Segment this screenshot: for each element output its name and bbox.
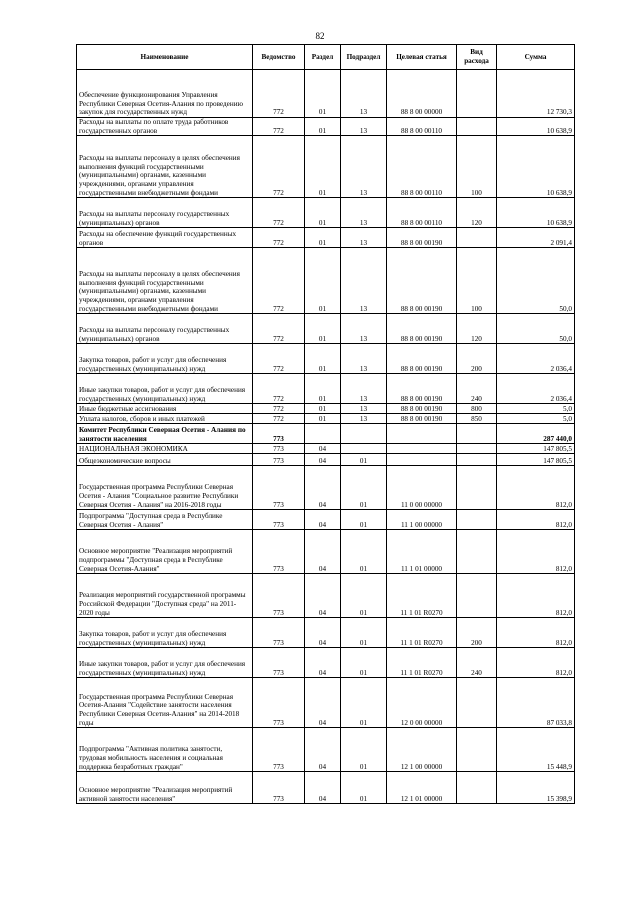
row-sum: 147 805,5 [497, 444, 575, 454]
row-razd: 01 [305, 248, 341, 314]
table-row [77, 618, 575, 648]
row-razd: 04 [305, 530, 341, 574]
row-cs: 88 8 00 00190 [387, 404, 457, 414]
row-cs: 88 8 00 00190 [387, 248, 457, 314]
row-name: Расходы на выплаты персоналу государственных (муниципальных) органов [77, 314, 253, 344]
row-podr: 01 [341, 772, 387, 804]
row-ved: 772 [253, 404, 305, 414]
row-ved: 772 [253, 136, 305, 198]
row-name: Государственная программа Республики Северная Осетия-Алания "Содействие занятости населения Республики Северная Осетия-Алания" на 2014-2018 годы [77, 678, 253, 728]
table-row [77, 198, 575, 228]
row-sum: 5,0 [497, 404, 575, 414]
row-vr [457, 574, 497, 618]
row-name: Расходы на обеспечение функций государственных органов [77, 228, 253, 248]
row-sum: 812,0 [497, 530, 575, 574]
row-ved: 773 [253, 444, 305, 454]
row-sum: 10 638,9 [497, 136, 575, 198]
row-sum: 10 638,9 [497, 118, 575, 136]
row-razd: 01 [305, 404, 341, 414]
row-ved: 772 [253, 198, 305, 228]
row-vr: 800 [457, 404, 497, 414]
row-podr: 13 [341, 374, 387, 404]
row-ved: 772 [253, 118, 305, 136]
row-podr: 01 [341, 618, 387, 648]
row-vr [457, 510, 497, 530]
row-ved: 773 [253, 424, 305, 444]
row-podr: 13 [341, 70, 387, 118]
row-razd: 01 [305, 374, 341, 404]
row-cs [387, 424, 457, 444]
row-vr [457, 454, 497, 466]
row-podr: 13 [341, 248, 387, 314]
table-row [77, 228, 575, 248]
row-vr [457, 530, 497, 574]
row-razd: 04 [305, 444, 341, 454]
row-ved: 772 [253, 414, 305, 424]
header-podr: Подраздел [341, 45, 387, 70]
row-ved: 772 [253, 248, 305, 314]
table-row [77, 574, 575, 618]
table-row [77, 314, 575, 344]
header-name: Наименование [77, 45, 253, 70]
header-razd: Раздел [305, 45, 341, 70]
row-cs: 11 1 01 R0270 [387, 648, 457, 678]
row-razd: 04 [305, 574, 341, 618]
row-cs: 88 8 00 00110 [387, 198, 457, 228]
table-header-row [77, 45, 575, 70]
row-ved: 773 [253, 574, 305, 618]
row-cs: 12 1 00 00000 [387, 728, 457, 772]
row-vr [457, 118, 497, 136]
row-ved: 773 [253, 618, 305, 648]
row-ved: 772 [253, 374, 305, 404]
row-podr: 13 [341, 314, 387, 344]
row-ved: 772 [253, 344, 305, 374]
row-name: Основное мероприятие "Реализация мероприятий активной занятости населения" [77, 772, 253, 804]
row-podr: 13 [341, 404, 387, 414]
row-name: Расходы на выплаты персоналу государственных (муниципальных) органов [77, 198, 253, 228]
table-row [77, 444, 575, 454]
row-podr: 01 [341, 530, 387, 574]
table-row [77, 530, 575, 574]
row-vr [457, 466, 497, 510]
row-name: Закупка товаров, работ и услуг для обеспечения государственных (муниципальных) нужд [77, 344, 253, 374]
row-name: Государственная программа Республики Северная Осетия - Алания "Социальное развитие Республики Северная Осетия - Алания" на 2016-2018 годы [77, 466, 253, 510]
row-sum: 50,0 [497, 248, 575, 314]
row-cs [387, 444, 457, 454]
row-podr: 13 [341, 198, 387, 228]
row-podr [341, 424, 387, 444]
table-row [77, 374, 575, 404]
row-name: Основное мероприятие "Реализация мероприятий подпрограммы "Доступная среда в Республике Северная Осетия-Алания" [77, 530, 253, 574]
row-ved: 773 [253, 772, 305, 804]
header-vr: Вид расхода [457, 45, 497, 70]
row-cs: 88 8 00 00190 [387, 414, 457, 424]
row-razd: 04 [305, 678, 341, 728]
table-row [77, 344, 575, 374]
row-vr: 240 [457, 374, 497, 404]
row-vr [457, 772, 497, 804]
row-name: Расходы на выплаты персоналу в целях обеспечения выполнения функций государственными (муниципальными) органами, казенными учреждениями, органами управления государственными внебюджетными фондами [77, 136, 253, 198]
row-razd: 04 [305, 618, 341, 648]
row-sum: 5,0 [497, 414, 575, 424]
row-name: Подпрограмма "Активная политика занятости, трудовая мобильность населения и социальная поддержка безработных граждан" [77, 728, 253, 772]
row-name: Общеэкономические вопросы [77, 454, 253, 466]
table-row [77, 424, 575, 444]
row-cs: 12 1 01 00000 [387, 772, 457, 804]
row-sum: 812,0 [497, 648, 575, 678]
row-vr: 240 [457, 648, 497, 678]
table-row [77, 648, 575, 678]
row-podr: 01 [341, 574, 387, 618]
row-ved: 773 [253, 530, 305, 574]
row-name: Подпрограмма "Доступная среда в Республике Северная Осетия - Алания" [77, 510, 253, 530]
row-cs: 12 0 00 00000 [387, 678, 457, 728]
row-podr: 01 [341, 648, 387, 678]
table-row [77, 136, 575, 198]
header-sum: Сумма [497, 45, 575, 70]
row-razd: 01 [305, 118, 341, 136]
row-cs: 88 8 00 00110 [387, 136, 457, 198]
row-razd: 01 [305, 70, 341, 118]
row-razd: 01 [305, 198, 341, 228]
row-vr [457, 228, 497, 248]
row-vr [457, 678, 497, 728]
row-razd: 04 [305, 466, 341, 510]
row-sum: 10 638,9 [497, 198, 575, 228]
row-ved: 772 [253, 314, 305, 344]
row-ved: 773 [253, 678, 305, 728]
row-vr: 100 [457, 248, 497, 314]
row-sum: 812,0 [497, 574, 575, 618]
table-row [77, 454, 575, 466]
row-name: Уплата налогов, сборов и иных платежей [77, 414, 253, 424]
row-sum: 147 805,5 [497, 454, 575, 466]
row-cs: 88 8 00 00190 [387, 228, 457, 248]
row-cs: 88 8 00 00190 [387, 314, 457, 344]
row-razd: 04 [305, 510, 341, 530]
row-name: НАЦИОНАЛЬНАЯ ЭКОНОМИКА [77, 444, 253, 454]
table-row [77, 772, 575, 804]
table-row [77, 466, 575, 510]
row-sum: 812,0 [497, 510, 575, 530]
row-cs: 88 8 00 00110 [387, 118, 457, 136]
row-podr: 01 [341, 728, 387, 772]
row-name: Комитет Республики Северная Осетия - Алания по занятости населения [77, 424, 253, 444]
table-row [77, 728, 575, 772]
row-name: Иные закупки товаров, работ и услуг для обеспечения государственных (муниципальных) нужд [77, 374, 253, 404]
row-podr: 13 [341, 414, 387, 424]
row-vr [457, 728, 497, 772]
row-sum: 15 448,9 [497, 728, 575, 772]
row-sum: 15 398,9 [497, 772, 575, 804]
row-sum: 287 440,0 [497, 424, 575, 444]
row-razd: 04 [305, 728, 341, 772]
row-name: Обеспечение функционирования Управления Республики Северная Осетия-Алания по проведению закупок для государственных нужд [77, 70, 253, 118]
row-sum: 2 091,4 [497, 228, 575, 248]
table-row [77, 414, 575, 424]
row-razd: 01 [305, 136, 341, 198]
row-razd: 04 [305, 772, 341, 804]
row-ved: 773 [253, 454, 305, 466]
row-sum: 2 036,4 [497, 374, 575, 404]
row-ved: 772 [253, 228, 305, 248]
row-razd [305, 424, 341, 444]
row-sum: 2 036,4 [497, 344, 575, 374]
row-podr: 13 [341, 118, 387, 136]
row-sum: 812,0 [497, 618, 575, 648]
row-razd: 04 [305, 648, 341, 678]
row-podr [341, 444, 387, 454]
row-vr: 200 [457, 344, 497, 374]
table-row [77, 678, 575, 728]
page-number: 82 [315, 31, 325, 41]
row-cs: 11 0 00 00000 [387, 466, 457, 510]
table-row [77, 248, 575, 314]
row-razd: 01 [305, 344, 341, 374]
row-vr: 200 [457, 618, 497, 648]
row-vr: 100 [457, 136, 497, 198]
row-name: Иные закупки товаров, работ и услуг для обеспечения государственных (муниципальных) нужд [77, 648, 253, 678]
table-row [77, 510, 575, 530]
row-ved: 773 [253, 466, 305, 510]
row-ved: 772 [253, 70, 305, 118]
header-ved: Ведомство [253, 45, 305, 70]
budget-table [76, 44, 575, 804]
header-cs: Целевая статья [387, 45, 457, 70]
row-podr: 13 [341, 136, 387, 198]
row-podr: 01 [341, 678, 387, 728]
row-vr: 850 [457, 414, 497, 424]
row-vr: 120 [457, 314, 497, 344]
row-sum: 87 033,8 [497, 678, 575, 728]
table-row [77, 404, 575, 414]
row-name: Реализация мероприятий государственной программы Российской Федерации "Доступная среда" на 2011-2020 годы [77, 574, 253, 618]
row-name: Иные бюджетные ассигнования [77, 404, 253, 414]
row-name: Расходы на выплаты по оплате труда работников государственных органов [77, 118, 253, 136]
row-podr: 13 [341, 228, 387, 248]
row-razd: 01 [305, 228, 341, 248]
table-row [77, 70, 575, 118]
row-cs: 88 8 00 00190 [387, 344, 457, 374]
row-vr [457, 424, 497, 444]
row-ved: 773 [253, 728, 305, 772]
row-podr: 01 [341, 466, 387, 510]
row-cs [387, 454, 457, 466]
row-podr: 01 [341, 454, 387, 466]
row-podr: 01 [341, 510, 387, 530]
row-sum: 812,0 [497, 466, 575, 510]
row-vr [457, 70, 497, 118]
row-ved: 773 [253, 648, 305, 678]
row-cs: 11 1 01 R0270 [387, 574, 457, 618]
row-cs: 88 8 00 00000 [387, 70, 457, 118]
row-sum: 50,0 [497, 314, 575, 344]
table-row [77, 118, 575, 136]
row-podr: 13 [341, 344, 387, 374]
row-cs: 11 1 00 00000 [387, 510, 457, 530]
row-razd: 04 [305, 454, 341, 466]
row-cs: 11 1 01 R0270 [387, 618, 457, 648]
row-cs: 11 1 01 00000 [387, 530, 457, 574]
row-name: Расходы на выплаты персоналу в целях обеспечения выполнения функций государственными (муниципальными) органами, казенными учреждениями, органами управления государственными внебюджетными фондами [77, 248, 253, 314]
row-razd: 01 [305, 314, 341, 344]
row-cs: 88 8 00 00190 [387, 374, 457, 404]
row-vr [457, 444, 497, 454]
row-sum: 12 730,3 [497, 70, 575, 118]
row-vr: 120 [457, 198, 497, 228]
row-name: Закупка товаров, работ и услуг для обеспечения государственных (муниципальных) нужд [77, 618, 253, 648]
row-ved: 773 [253, 510, 305, 530]
row-razd: 01 [305, 414, 341, 424]
